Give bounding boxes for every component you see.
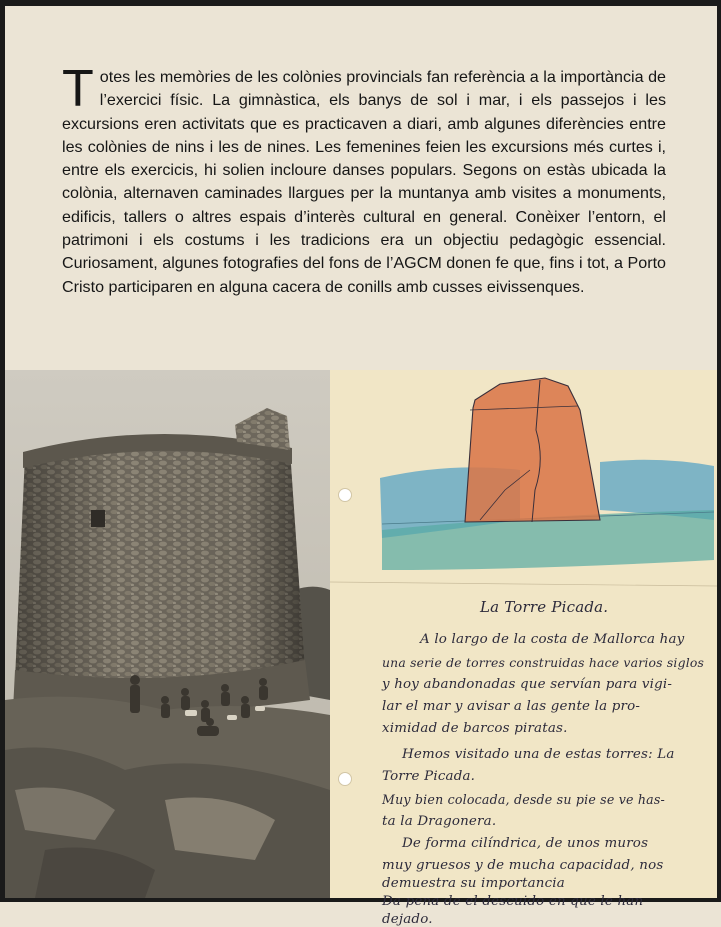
- letter-line: ta la Dragonera.: [382, 814, 497, 829]
- drop-cap: T: [62, 60, 94, 118]
- letter-line: Hemos visitado una de estas torres: La: [402, 747, 675, 762]
- tower-photograph: [5, 370, 330, 898]
- letter-line: y hoy abandonadas que servían para vigi-: [382, 677, 673, 692]
- paragraph-text: otes les memòries de les colònies provincials fan referència a la importància de l’exercici físic. La gimnàstica, els banys de sol i mar, i els passejos i les excursions eren activitats que es practicaven a diari, amb algunes diferències entre les colònies de nins i les de nines. Les femenines feien les excursions més curtes i, entre els exercicis, hi solien incloure danses populars. Segons on estàs ubicada la colònia, alternaven caminades llargues per la muntanya amb visites a monuments, edificis, tallers o altres espais d’interès cultural en general. Conèixer l’entorn, el patrimoni i els costums i les tradicions era un objectiu pedagògic essencial. Curiosament, algunes fotografies del fons de l’AGCM donen fe que, fins i tot, a Porto Cristo participaren en alguna cacera de conills amb cusses eivissenques.: [62, 68, 666, 296]
- frame-right: [717, 0, 721, 902]
- letter-line: una serie de torres construidas hace varios siglos: [382, 655, 705, 670]
- letter-line: De forma cilíndrica, de unos muros: [402, 836, 649, 851]
- punch-hole-top: [338, 488, 352, 502]
- frame-top: [0, 0, 721, 6]
- letter-line: dejado.: [382, 912, 433, 927]
- letter-title: La Torre Picada.: [480, 598, 609, 616]
- letter-line: Torre Picada.: [382, 769, 476, 784]
- letter-line: ximidad de barcos piratas.: [382, 721, 568, 736]
- letter-line: demuestra su importancia: [382, 876, 565, 891]
- handwritten-notebook-page: [330, 370, 717, 927]
- letter-line: lar el mar y avisar a las gente la pro-: [382, 699, 641, 714]
- letter-line: A lo largo de la costa de Mallorca hay: [420, 632, 685, 647]
- letter-line: Da pena de el descuido en que le han: [382, 894, 644, 909]
- letter-line: Muy bien colocada, desde su pie se ve has-: [382, 792, 666, 807]
- letter-line: muy gruesos y de mucha capacidad, nos: [382, 858, 664, 873]
- body-text: [62, 60, 666, 299]
- punch-hole-bottom: [338, 772, 352, 786]
